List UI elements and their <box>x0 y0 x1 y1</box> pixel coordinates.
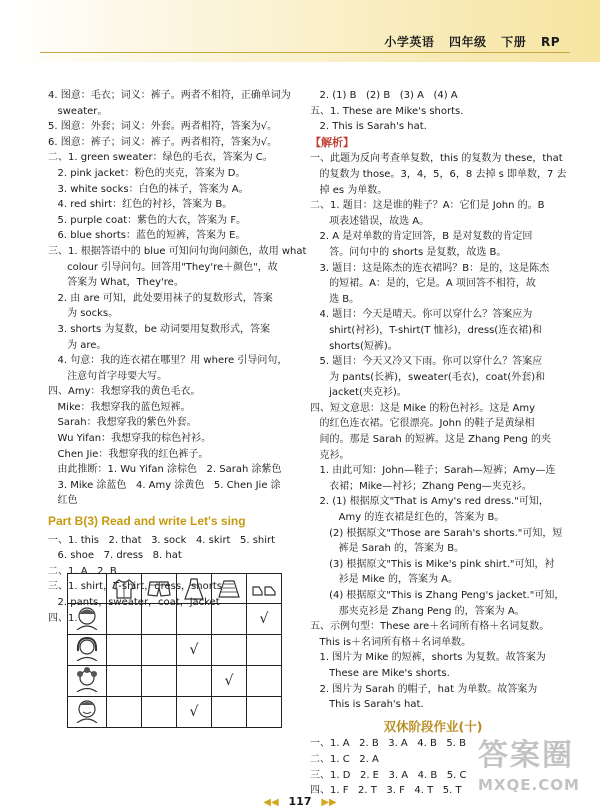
grid-header-row <box>68 574 282 604</box>
answer-line: 2. This is Sarah's hat. <box>310 121 427 133</box>
grid-cell <box>247 697 282 728</box>
analysis-line: (2) 根据原文"Those are Sarah's shorts."可知，短 <box>310 527 563 539</box>
analysis-line: shirt(衬衫)，T-shirt(T 恤衫)，dress(连衣裙)和 <box>310 324 543 336</box>
answer-line: 一、1. this 2. that 3. sock 4. skirt 5. shirt <box>48 534 276 546</box>
analysis-line: 间的。那是 Sarah 的短裤。这是 Zhang Peng 的夹 <box>310 434 551 446</box>
watermark-line2: MXQE.COM <box>478 776 580 794</box>
answer-line: 五、1. These are Mike's shorts. <box>310 105 464 117</box>
analysis-line: jacket(夹克衫)。 <box>310 387 407 399</box>
grid-corner-cell <box>68 574 107 604</box>
header-edition: RP <box>540 35 560 49</box>
part-title: Part B(3) Read and write Let's sing <box>48 514 246 529</box>
grid-cell <box>212 697 247 728</box>
header-subject: 小学英语 <box>384 35 435 49</box>
analysis-line: 1. 图片为 Mike 的短裤，shorts 为复数。故答案为 <box>310 652 546 664</box>
answer-line: 四、1. <box>48 612 78 624</box>
next-arrows-icon: ▶▶ <box>321 797 337 808</box>
clothing-grid <box>67 573 282 728</box>
grid-cell <box>247 666 282 697</box>
grid-cell: √ <box>212 666 247 697</box>
grid-cell <box>212 604 247 635</box>
grid-row <box>68 666 282 697</box>
shoes-icon <box>247 574 282 604</box>
grid-row <box>68 697 282 728</box>
grid-cell <box>142 666 177 697</box>
analysis-line: 答。问句中的 shorts 是复数，故选 B。 <box>310 246 507 258</box>
answer-line: 6. shoe 7. dress 8. hat <box>48 550 182 562</box>
answer-block-right-top <box>310 88 562 135</box>
answer-block-left-top <box>48 88 307 509</box>
analysis-line: 那夹克衫是 Zhang Peng 的，答案为 A。 <box>310 605 525 617</box>
answer-line: 2. (1) B (2) B (3) A (4) A <box>310 90 458 101</box>
analysis-line: This is＋名词所有格＋名词单数。 <box>310 636 472 648</box>
book-header <box>374 33 560 50</box>
analysis-line: These are Mike's shorts. <box>310 667 450 679</box>
grid-cell <box>177 604 212 635</box>
watermark <box>478 730 588 805</box>
page-number: 117 <box>288 795 312 808</box>
analysis-line: 二、1. 题目：这是谁的鞋子？A：它们是 John 的。B <box>310 200 545 212</box>
analysis-line: shorts(短裤)。 <box>310 340 398 352</box>
grid-cell <box>142 604 177 635</box>
grid-cell <box>247 635 282 666</box>
analysis-line: 裤是 Sarah 的，答案为 B。 <box>310 543 465 555</box>
grid-cell: √ <box>247 604 282 635</box>
right-column <box>310 88 567 799</box>
answer-line: 四、1. F 2. T 3. F 4. T 5. T <box>310 785 462 797</box>
analysis-line: 四、短文意思：这是 Mike 的粉色衬衫。这是 Amy <box>310 402 536 414</box>
analysis-line: This is Sarah's hat. <box>310 699 424 711</box>
answer-line: 为 are。 <box>48 339 107 351</box>
analysis-line: Amy 的连衣裙是红色的，答案为 B。 <box>310 512 505 524</box>
analysis-line: 克衫。 <box>310 449 350 461</box>
answer-line: 二、1. A 2. B <box>48 565 117 577</box>
answer-line: 2. 由 are 可知，此处要用袜子的复数形式，答案 <box>48 292 273 304</box>
analysis-line: 2. (1) 根据原文"That is Amy's red dress."可知， <box>310 496 549 508</box>
answer-line: colour 引导问句。回答用"They're＋颜色"，故 <box>48 261 278 273</box>
header-term: 下册 <box>501 35 527 49</box>
answer-line: Wu Yifan：我想穿我的棕色衬衫。 <box>48 433 212 445</box>
analysis-line: 为 pants(长裤)，sweater(毛衣)，coat(外套)和 <box>310 371 546 383</box>
girl-avatar <box>68 635 107 666</box>
answer-line: 4. red shirt：红色的衬衫，答案为 B。 <box>48 199 233 211</box>
answer-line: Chen Jie：我想穿我的红色裤子。 <box>48 448 209 460</box>
analysis-line: 衫是 Mike 的，答案为 A。 <box>310 574 458 586</box>
analysis-line: 五、示例句型：These are＋名词所有格＋名词复数。 <box>310 621 550 633</box>
grid-cell <box>107 635 142 666</box>
analysis-line: 项表述错误，故选 A。 <box>310 215 430 227</box>
analysis-line: 的短裙。A：是的，它是。A 项回答不相符，故 <box>310 278 536 290</box>
answer-line: 一、1. A 2. B 3. A 4. B 5. B <box>310 738 467 750</box>
answer-line: 5. purple coat：紫色的大衣，答案为 F。 <box>48 214 247 226</box>
answer-line: 三、1. 根据答语中的 blue 可知问句询问颜色，故用 what <box>48 245 307 257</box>
dress-icon <box>177 574 212 604</box>
boy-smile-avatar <box>68 697 107 728</box>
analysis-line: 2. A 是对单数的肯定回答，B 是对复数的肯定回 <box>310 231 533 243</box>
grid-cell <box>142 635 177 666</box>
analysis-line: 选 B。 <box>310 293 360 305</box>
grid-cell <box>212 635 247 666</box>
shirt-icon <box>107 574 142 604</box>
analysis-line: 的复数为 those。3，4，5，6，8 去掉 s 即单数，7 去 <box>310 168 567 180</box>
shorts-icon <box>142 574 177 604</box>
analysis-line: 2. 图片为 Sarah 的帽子，hat 为单数。故答案为 <box>310 683 538 695</box>
answer-line: 二、1. C 2. A <box>310 753 379 765</box>
analysis-line: 的红色连衣裙。它很漂亮。John 的鞋子是黄绿相 <box>310 418 535 430</box>
answer-line: 红色 <box>48 495 78 507</box>
answer-line: 由此推断：1. Wu Yifan 涂棕色 2. Sarah 涂紫色 <box>48 464 282 476</box>
answer-line: 4. 句意：我的连衣裙在哪里？用 where 引导问句， <box>48 355 288 367</box>
answer-line: 2. pants，sweater，coat，jacket <box>48 597 220 608</box>
answer-line: 为 socks。 <box>48 308 119 320</box>
boy-avatar <box>68 604 107 635</box>
section-title: 双休阶段作业(十) <box>383 718 483 734</box>
answer-line: 二、1. green sweater：绿色的毛衣，答案为 C。 <box>48 152 273 164</box>
answer-line: 5. 图意：外套；词义：外套。两者相符，答案为√。 <box>48 121 278 133</box>
grid-cell <box>107 697 142 728</box>
answer-line: 三、1. shirt，T-shirt，dress，shorts <box>48 581 222 593</box>
skirt-icon <box>212 574 247 604</box>
left-column <box>48 88 307 626</box>
answer-line: 2. pink jacket：粉色的夹克，答案为 D。 <box>48 167 246 179</box>
girl-curly-avatar <box>68 666 107 697</box>
grid-cell: √ <box>177 697 212 728</box>
answer-line: Sarah：我想穿我的紫色外套。 <box>48 417 197 429</box>
analysis-line: 3. 题目：这是陈杰的连衣裙吗？B：是的，这是陈杰 <box>310 262 550 274</box>
answer-line: 3. white socks：白色的袜子，答案为 A。 <box>48 183 249 195</box>
grid-cell <box>107 604 142 635</box>
prev-arrows-icon: ◀◀ <box>263 797 279 808</box>
grid-row <box>68 604 282 635</box>
analysis-line: 4. 题目：今天是晴天。你可以穿什么？答案应为 <box>310 309 533 321</box>
analysis-block <box>310 151 567 712</box>
header-grade: 四年级 <box>449 35 487 49</box>
answer-line: 三、1. D 2. E 3. A 4. B 5. C <box>310 769 467 781</box>
grid-cell: √ <box>177 635 212 666</box>
answer-line: 答案为 What，They're。 <box>48 277 184 289</box>
answer-line: 4. 图意：毛衣；词义：裤子。两者不相符，正确单词为 <box>48 90 291 101</box>
answer-line: 3. Mike 涂蓝色 4. Amy 涂黄色 5. Chen Jie 涂 <box>48 479 281 491</box>
analysis-line: 掉 es 为单数。 <box>310 184 388 196</box>
answer-line: 6. 图意：裤子；词义：裤子。两者相符，答案为√。 <box>48 136 278 148</box>
analysis-line: 衣裙；Mike—衬衫；Zhang Peng—夹克衫。 <box>310 480 532 492</box>
answer-line: 注意句首字母要大写。 <box>48 370 168 382</box>
answer-line: sweater。 <box>48 105 108 117</box>
grid-cell <box>107 666 142 697</box>
jiexi-label: 【解析】 <box>310 135 354 149</box>
grid-cell <box>142 697 177 728</box>
answer-line: Mike：我想穿我的蓝色短裤。 <box>48 401 191 413</box>
grid-cell <box>177 666 212 697</box>
clothing-table <box>67 573 282 728</box>
analysis-line: 1. 由此可知：John—鞋子；Sarah—短裤；Amy—连 <box>310 465 556 477</box>
analysis-line: (3) 根据原文"This is Mike's pink shirt."可知，衬 <box>310 558 555 570</box>
grid-row <box>68 635 282 666</box>
answer-line: 6. blue shorts：蓝色的短裤，答案为 E。 <box>48 230 246 242</box>
analysis-line: 一、此题为反向考查单复数，this 的复数为 these，that <box>310 153 563 165</box>
analysis-line: (4) 根据原文"This is Zhang Peng's jacket."可知， <box>310 590 565 601</box>
answer-line: 3. shorts 为复数，be 动词要用复数形式，答案 <box>48 323 271 335</box>
header-divider <box>40 52 570 53</box>
watermark-line1: 答案圈 <box>478 738 574 773</box>
answer-line: 四、Amy：我想穿我的黄色毛衣。 <box>48 386 201 398</box>
analysis-line: 5. 题目：今天又冷又下雨。你可以穿什么？答案应 <box>310 356 543 368</box>
